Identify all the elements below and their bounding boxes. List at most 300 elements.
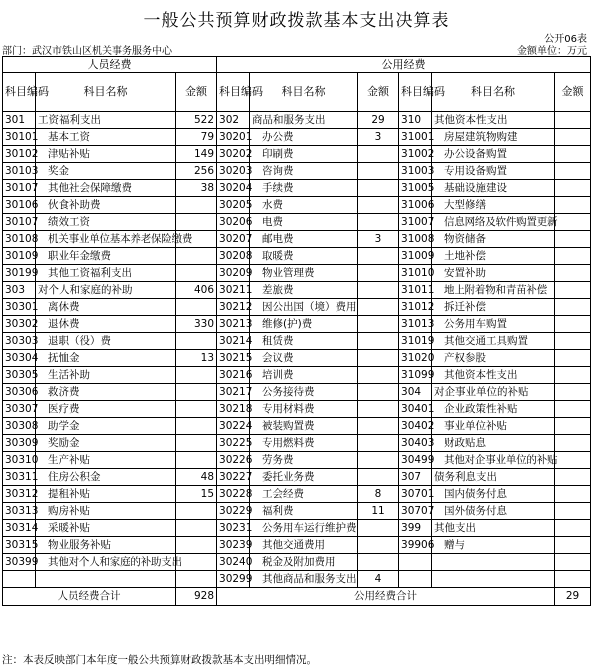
item-name-cell: 委托业务费 bbox=[250, 469, 358, 486]
item-code-cell: 30107 bbox=[3, 214, 36, 231]
item-name-cell: 其他商品和服务支出 bbox=[250, 571, 358, 588]
table-row bbox=[3, 248, 591, 265]
item-code-cell: 310 bbox=[399, 112, 432, 129]
item-code-cell: 30309 bbox=[3, 435, 36, 452]
item-amount-cell: 8 bbox=[358, 486, 399, 503]
amount-header: 金额 bbox=[358, 73, 399, 112]
item-amount-cell bbox=[358, 384, 399, 401]
item-code-cell: 30229 bbox=[217, 503, 250, 520]
item-code-cell: 30107 bbox=[3, 180, 36, 197]
public-total-amount: 29 bbox=[555, 588, 591, 606]
item-amount-cell bbox=[555, 299, 591, 316]
item-amount-cell: 79 bbox=[176, 129, 217, 146]
item-amount-cell bbox=[358, 299, 399, 316]
table-row bbox=[3, 282, 591, 299]
report-title: 一般公共预算财政拨款基本支出决算表 bbox=[143, 11, 450, 31]
table-row bbox=[3, 197, 591, 214]
item-name-cell: 其他交通工具购置 bbox=[432, 333, 555, 350]
item-code-cell: 30302 bbox=[3, 316, 36, 333]
item-code-cell: 31009 bbox=[399, 248, 432, 265]
item-amount-cell bbox=[555, 248, 591, 265]
item-name-cell: 产权参股 bbox=[432, 350, 555, 367]
table-row bbox=[3, 469, 591, 486]
item-amount-cell bbox=[358, 418, 399, 435]
column-header-row bbox=[3, 73, 591, 112]
item-name-cell: 采暖补贴 bbox=[36, 520, 176, 537]
table-row bbox=[3, 571, 591, 588]
section-header-row bbox=[3, 57, 591, 73]
item-amount-cell bbox=[358, 146, 399, 163]
item-code-cell: 30201 bbox=[217, 129, 250, 146]
item-code-cell: 30202 bbox=[217, 146, 250, 163]
item-amount-cell bbox=[555, 282, 591, 299]
item-amount-cell bbox=[555, 214, 591, 231]
item-code-cell: 30215 bbox=[217, 350, 250, 367]
item-code-cell: 31099 bbox=[399, 367, 432, 384]
item-amount-cell bbox=[555, 367, 591, 384]
item-amount-cell: 149 bbox=[176, 146, 217, 163]
item-name-cell: 咨询费 bbox=[250, 163, 358, 180]
item-amount-cell bbox=[358, 350, 399, 367]
item-code-cell: 30401 bbox=[399, 401, 432, 418]
item-name-cell: 电费 bbox=[250, 214, 358, 231]
item-amount-cell: 13 bbox=[176, 350, 217, 367]
name-header: 科目名称 bbox=[250, 73, 358, 112]
item-name-cell: 伙食补助费 bbox=[36, 197, 176, 214]
item-code-cell: 30707 bbox=[399, 503, 432, 520]
item-code-cell: 30211 bbox=[217, 282, 250, 299]
item-code-cell: 30217 bbox=[217, 384, 250, 401]
form-number: 公开06表 bbox=[544, 34, 587, 45]
item-name-cell: 取暖费 bbox=[250, 248, 358, 265]
item-amount-cell bbox=[358, 248, 399, 265]
item-amount-cell bbox=[555, 435, 591, 452]
item-code-cell: 30299 bbox=[217, 571, 250, 588]
item-name-cell: 劳务费 bbox=[250, 452, 358, 469]
item-code-cell: 30301 bbox=[3, 299, 36, 316]
item-name-cell: 大型修缮 bbox=[432, 197, 555, 214]
item-code-cell: 30109 bbox=[3, 248, 36, 265]
item-name-cell: 基本工资 bbox=[36, 129, 176, 146]
item-name-cell: 基础设施建设 bbox=[432, 180, 555, 197]
item-name-cell: 会议费 bbox=[250, 350, 358, 367]
item-amount-cell bbox=[555, 384, 591, 401]
table-row bbox=[3, 214, 591, 231]
item-code-cell: 30214 bbox=[217, 333, 250, 350]
item-code-cell: 30307 bbox=[3, 401, 36, 418]
item-amount-cell bbox=[358, 197, 399, 214]
item-code-cell: 302 bbox=[217, 112, 250, 129]
personnel-total-label: 人员经费合计 bbox=[3, 588, 176, 606]
table-row bbox=[3, 299, 591, 316]
item-amount-cell: 3 bbox=[358, 129, 399, 146]
item-name-cell: 手续费 bbox=[250, 180, 358, 197]
item-code-cell: 301 bbox=[3, 112, 36, 129]
item-code-cell: 30216 bbox=[217, 367, 250, 384]
item-amount-cell: 522 bbox=[176, 112, 217, 129]
item-amount-cell bbox=[555, 503, 591, 520]
item-code-cell: 30311 bbox=[3, 469, 36, 486]
item-name-cell: 助学金 bbox=[36, 418, 176, 435]
item-code-cell: 30206 bbox=[217, 214, 250, 231]
item-code-cell: 31019 bbox=[399, 333, 432, 350]
item-amount-cell bbox=[555, 418, 591, 435]
name-header: 科目名称 bbox=[36, 73, 176, 112]
item-code-cell: 30209 bbox=[217, 265, 250, 282]
item-code-cell: 30228 bbox=[217, 486, 250, 503]
department-label: 部门：武汉市铁山区机关事务服务中心 bbox=[2, 46, 172, 57]
item-name-cell: 水费 bbox=[250, 197, 358, 214]
item-code-cell: 30225 bbox=[217, 435, 250, 452]
item-name-cell: 差旅费 bbox=[250, 282, 358, 299]
item-code-cell: 30310 bbox=[3, 452, 36, 469]
table-row bbox=[3, 231, 591, 248]
item-name-cell: 抚恤金 bbox=[36, 350, 176, 367]
item-name-cell: 其他资本性支出 bbox=[432, 112, 555, 129]
item-name-cell: 安置补助 bbox=[432, 265, 555, 282]
table-row bbox=[3, 537, 591, 554]
item-name-cell: 公务用车购置 bbox=[432, 316, 555, 333]
item-code-cell: 30102 bbox=[3, 146, 36, 163]
item-code-cell: 30212 bbox=[217, 299, 250, 316]
item-code-cell: 30239 bbox=[217, 537, 250, 554]
item-amount-cell bbox=[358, 265, 399, 282]
item-code-cell: 31007 bbox=[399, 214, 432, 231]
item-amount-cell bbox=[176, 299, 217, 316]
item-name-cell: 提租补贴 bbox=[36, 486, 176, 503]
item-name-cell: 拆迁补偿 bbox=[432, 299, 555, 316]
item-name-cell: 邮电费 bbox=[250, 231, 358, 248]
item-code-cell bbox=[399, 571, 432, 588]
item-code-cell: 30103 bbox=[3, 163, 36, 180]
table-row bbox=[3, 333, 591, 350]
table-row bbox=[3, 129, 591, 146]
item-name-cell: 国内债务付息 bbox=[432, 486, 555, 503]
item-name-cell: 专用燃料费 bbox=[250, 435, 358, 452]
item-code-cell: 30106 bbox=[3, 197, 36, 214]
item-amount-cell bbox=[555, 265, 591, 282]
table-row bbox=[3, 367, 591, 384]
item-code-cell: 31006 bbox=[399, 197, 432, 214]
item-name-cell: 事业单位补贴 bbox=[432, 418, 555, 435]
table-row bbox=[3, 180, 591, 197]
item-name-cell: 被装购置费 bbox=[250, 418, 358, 435]
item-amount-cell bbox=[176, 384, 217, 401]
item-amount-cell bbox=[358, 333, 399, 350]
item-amount-cell bbox=[555, 520, 591, 537]
item-code-cell: 31003 bbox=[399, 163, 432, 180]
item-name-cell: 赠与 bbox=[432, 537, 555, 554]
table-row bbox=[3, 265, 591, 282]
public-section-header: 公用经费 bbox=[217, 57, 591, 73]
item-amount-cell bbox=[176, 503, 217, 520]
item-name-cell: 公务用车运行维护费 bbox=[250, 520, 358, 537]
item-name-cell: 维修(护)费 bbox=[250, 316, 358, 333]
item-amount-cell bbox=[555, 469, 591, 486]
item-code-cell: 30314 bbox=[3, 520, 36, 537]
item-name-cell: 福利费 bbox=[250, 503, 358, 520]
item-name-cell: 奖金 bbox=[36, 163, 176, 180]
item-amount-cell bbox=[555, 112, 591, 129]
item-amount-cell: 3 bbox=[358, 231, 399, 248]
item-code-cell: 30224 bbox=[217, 418, 250, 435]
item-name-cell: 培训费 bbox=[250, 367, 358, 384]
item-amount-cell bbox=[176, 214, 217, 231]
item-amount-cell bbox=[555, 571, 591, 588]
item-code-cell: 303 bbox=[3, 282, 36, 299]
item-name-cell: 对个人和家庭的补助 bbox=[36, 282, 176, 299]
item-code-cell: 30240 bbox=[217, 554, 250, 571]
item-name-cell bbox=[432, 571, 555, 588]
item-amount-cell bbox=[358, 214, 399, 231]
table-row bbox=[3, 112, 591, 129]
item-code-cell: 30315 bbox=[3, 537, 36, 554]
item-name-cell: 企业政策性补贴 bbox=[432, 401, 555, 418]
item-code-cell: 30207 bbox=[217, 231, 250, 248]
table-row bbox=[3, 350, 591, 367]
item-amount-cell: 48 bbox=[176, 469, 217, 486]
item-amount-cell bbox=[176, 367, 217, 384]
item-amount-cell bbox=[176, 537, 217, 554]
totals-row bbox=[3, 588, 591, 606]
item-name-cell: 专用设备购置 bbox=[432, 163, 555, 180]
item-amount-cell bbox=[555, 333, 591, 350]
item-code-cell: 30101 bbox=[3, 129, 36, 146]
item-code-cell: 399 bbox=[399, 520, 432, 537]
item-code-cell: 30402 bbox=[399, 418, 432, 435]
item-amount-cell bbox=[176, 265, 217, 282]
code-header: 科目编码 bbox=[399, 73, 432, 112]
item-code-cell: 31010 bbox=[399, 265, 432, 282]
table-row bbox=[3, 520, 591, 537]
table-row bbox=[3, 163, 591, 180]
item-amount-cell bbox=[358, 452, 399, 469]
item-name-cell: 购房补贴 bbox=[36, 503, 176, 520]
item-name-cell: 房屋建筑物购建 bbox=[432, 129, 555, 146]
item-code-cell: 31008 bbox=[399, 231, 432, 248]
item-code-cell: 31005 bbox=[399, 180, 432, 197]
item-name-cell: 职业年金缴费 bbox=[36, 248, 176, 265]
item-code-cell: 30303 bbox=[3, 333, 36, 350]
item-amount-cell bbox=[358, 469, 399, 486]
item-code-cell bbox=[399, 554, 432, 571]
item-name-cell: 物资储备 bbox=[432, 231, 555, 248]
item-amount-cell bbox=[555, 231, 591, 248]
personnel-section-header: 人员经费 bbox=[3, 57, 217, 73]
item-code-cell: 30313 bbox=[3, 503, 36, 520]
item-name-cell: 信息网络及软件购置更新 bbox=[432, 214, 555, 231]
item-amount-cell bbox=[358, 537, 399, 554]
item-amount-cell bbox=[176, 418, 217, 435]
item-code-cell: 30312 bbox=[3, 486, 36, 503]
item-name-cell: 离休费 bbox=[36, 299, 176, 316]
item-amount-cell bbox=[555, 180, 591, 197]
item-code-cell bbox=[3, 571, 36, 588]
item-name-cell bbox=[36, 571, 176, 588]
item-amount-cell bbox=[555, 350, 591, 367]
item-name-cell: 商品和服务支出 bbox=[250, 112, 358, 129]
item-name-cell: 地上附着物和青苗补偿 bbox=[432, 282, 555, 299]
item-name-cell: 其他支出 bbox=[432, 520, 555, 537]
item-name-cell: 债务利息支出 bbox=[432, 469, 555, 486]
item-name-cell: 其他对企事业单位的补贴 bbox=[432, 452, 555, 469]
item-amount-cell bbox=[358, 367, 399, 384]
item-code-cell: 30205 bbox=[217, 197, 250, 214]
item-name-cell: 其他交通费用 bbox=[250, 537, 358, 554]
item-name-cell: 租赁费 bbox=[250, 333, 358, 350]
item-name-cell: 财政贴息 bbox=[432, 435, 555, 452]
item-amount-cell: 15 bbox=[176, 486, 217, 503]
item-name-cell: 退职（役）费 bbox=[36, 333, 176, 350]
item-code-cell: 30499 bbox=[399, 452, 432, 469]
table-row bbox=[3, 418, 591, 435]
personnel-total-amount: 928 bbox=[176, 588, 217, 606]
table-row bbox=[3, 554, 591, 571]
item-name-cell: 物业服务补贴 bbox=[36, 537, 176, 554]
item-amount-cell bbox=[555, 401, 591, 418]
item-code-cell: 30108 bbox=[3, 231, 36, 248]
item-code-cell: 30305 bbox=[3, 367, 36, 384]
item-code-cell: 30399 bbox=[3, 554, 36, 571]
item-amount-cell bbox=[555, 486, 591, 503]
footnote: 注：本表反映部门本年度一般公共预算财政拨款基本支出明细情况。 bbox=[2, 654, 317, 666]
item-amount-cell bbox=[555, 537, 591, 554]
code-header: 科目编码 bbox=[217, 73, 250, 112]
item-name-cell: 生产补贴 bbox=[36, 452, 176, 469]
item-amount-cell: 256 bbox=[176, 163, 217, 180]
item-amount-cell: 4 bbox=[358, 571, 399, 588]
item-name-cell: 其他工资福利支出 bbox=[36, 265, 176, 282]
item-amount-cell bbox=[358, 163, 399, 180]
item-name-cell: 税金及附加费用 bbox=[250, 554, 358, 571]
item-code-cell: 31012 bbox=[399, 299, 432, 316]
item-code-cell: 30203 bbox=[217, 163, 250, 180]
item-name-cell: 对企事业单位的补贴 bbox=[432, 384, 555, 401]
item-code-cell: 30227 bbox=[217, 469, 250, 486]
table-row bbox=[3, 503, 591, 520]
item-amount-cell bbox=[176, 520, 217, 537]
item-code-cell: 30304 bbox=[3, 350, 36, 367]
item-code-cell: 304 bbox=[399, 384, 432, 401]
item-amount-cell: 406 bbox=[176, 282, 217, 299]
item-name-cell: 机关事业单位基本养老保险缴费 bbox=[36, 231, 176, 248]
item-amount-cell bbox=[176, 571, 217, 588]
item-name-cell: 土地补偿 bbox=[432, 248, 555, 265]
item-amount-cell bbox=[176, 452, 217, 469]
item-name-cell: 其他资本性支出 bbox=[432, 367, 555, 384]
item-amount-cell bbox=[555, 146, 591, 163]
item-code-cell: 31002 bbox=[399, 146, 432, 163]
item-name-cell: 物业管理费 bbox=[250, 265, 358, 282]
amount-header: 金额 bbox=[176, 73, 217, 112]
item-amount-cell bbox=[358, 520, 399, 537]
item-code-cell: 30701 bbox=[399, 486, 432, 503]
table-row bbox=[3, 146, 591, 163]
name-header: 科目名称 bbox=[432, 73, 555, 112]
item-code-cell: 31001 bbox=[399, 129, 432, 146]
item-name-cell: 专用材料费 bbox=[250, 401, 358, 418]
item-code-cell: 30226 bbox=[217, 452, 250, 469]
item-code-cell: 31013 bbox=[399, 316, 432, 333]
item-name-cell: 因公出国（境）费用 bbox=[250, 299, 358, 316]
item-name-cell: 住房公积金 bbox=[36, 469, 176, 486]
item-amount-cell bbox=[358, 180, 399, 197]
item-amount-cell bbox=[555, 554, 591, 571]
item-code-cell: 30199 bbox=[3, 265, 36, 282]
item-code-cell: 30218 bbox=[217, 401, 250, 418]
item-name-cell: 奖励金 bbox=[36, 435, 176, 452]
item-name-cell: 工资福利支出 bbox=[36, 112, 176, 129]
item-name-cell: 其他社会保障缴费 bbox=[36, 180, 176, 197]
item-amount-cell bbox=[176, 248, 217, 265]
code-header: 科目编码 bbox=[3, 73, 36, 112]
item-amount-cell bbox=[176, 333, 217, 350]
item-name-cell: 生活补助 bbox=[36, 367, 176, 384]
item-amount-cell bbox=[176, 401, 217, 418]
item-amount-cell: 11 bbox=[358, 503, 399, 520]
item-amount-cell bbox=[555, 316, 591, 333]
item-code-cell: 31020 bbox=[399, 350, 432, 367]
item-code-cell: 30231 bbox=[217, 520, 250, 537]
item-code-cell: 30213 bbox=[217, 316, 250, 333]
item-amount-cell bbox=[176, 197, 217, 214]
table-row bbox=[3, 486, 591, 503]
expenditure-table bbox=[2, 56, 591, 606]
item-name-cell: 办公设备购置 bbox=[432, 146, 555, 163]
item-code-cell: 307 bbox=[399, 469, 432, 486]
item-name-cell: 印刷费 bbox=[250, 146, 358, 163]
table-row bbox=[3, 435, 591, 452]
item-name-cell: 退休费 bbox=[36, 316, 176, 333]
item-name-cell: 公务接待费 bbox=[250, 384, 358, 401]
item-code-cell: 39906 bbox=[399, 537, 432, 554]
table-row bbox=[3, 384, 591, 401]
item-code-cell: 30306 bbox=[3, 384, 36, 401]
item-code-cell: 30208 bbox=[217, 248, 250, 265]
item-amount-cell: 38 bbox=[176, 180, 217, 197]
item-amount-cell bbox=[358, 316, 399, 333]
item-code-cell: 30308 bbox=[3, 418, 36, 435]
item-name-cell bbox=[432, 554, 555, 571]
item-name-cell: 救济费 bbox=[36, 384, 176, 401]
item-amount-cell bbox=[555, 163, 591, 180]
item-name-cell: 其他对个人和家庭的补助支出 bbox=[36, 554, 176, 571]
item-name-cell: 医疗费 bbox=[36, 401, 176, 418]
table-row bbox=[3, 401, 591, 418]
item-code-cell: 30403 bbox=[399, 435, 432, 452]
item-name-cell: 津贴补贴 bbox=[36, 146, 176, 163]
item-amount-cell: 330 bbox=[176, 316, 217, 333]
item-amount-cell bbox=[358, 435, 399, 452]
item-amount-cell bbox=[176, 435, 217, 452]
item-name-cell: 绩效工资 bbox=[36, 214, 176, 231]
item-amount-cell bbox=[555, 197, 591, 214]
item-code-cell: 30204 bbox=[217, 180, 250, 197]
item-amount-cell bbox=[358, 554, 399, 571]
public-total-label: 公用经费合计 bbox=[217, 588, 555, 606]
item-amount-cell bbox=[555, 452, 591, 469]
item-name-cell: 国外债务付息 bbox=[432, 503, 555, 520]
item-name-cell: 工会经费 bbox=[250, 486, 358, 503]
table-row bbox=[3, 316, 591, 333]
item-code-cell: 31011 bbox=[399, 282, 432, 299]
item-amount-cell bbox=[555, 129, 591, 146]
table-row bbox=[3, 452, 591, 469]
item-amount-cell bbox=[358, 401, 399, 418]
amount-header: 金额 bbox=[555, 73, 591, 112]
item-name-cell: 办公费 bbox=[250, 129, 358, 146]
item-amount-cell: 29 bbox=[358, 112, 399, 129]
